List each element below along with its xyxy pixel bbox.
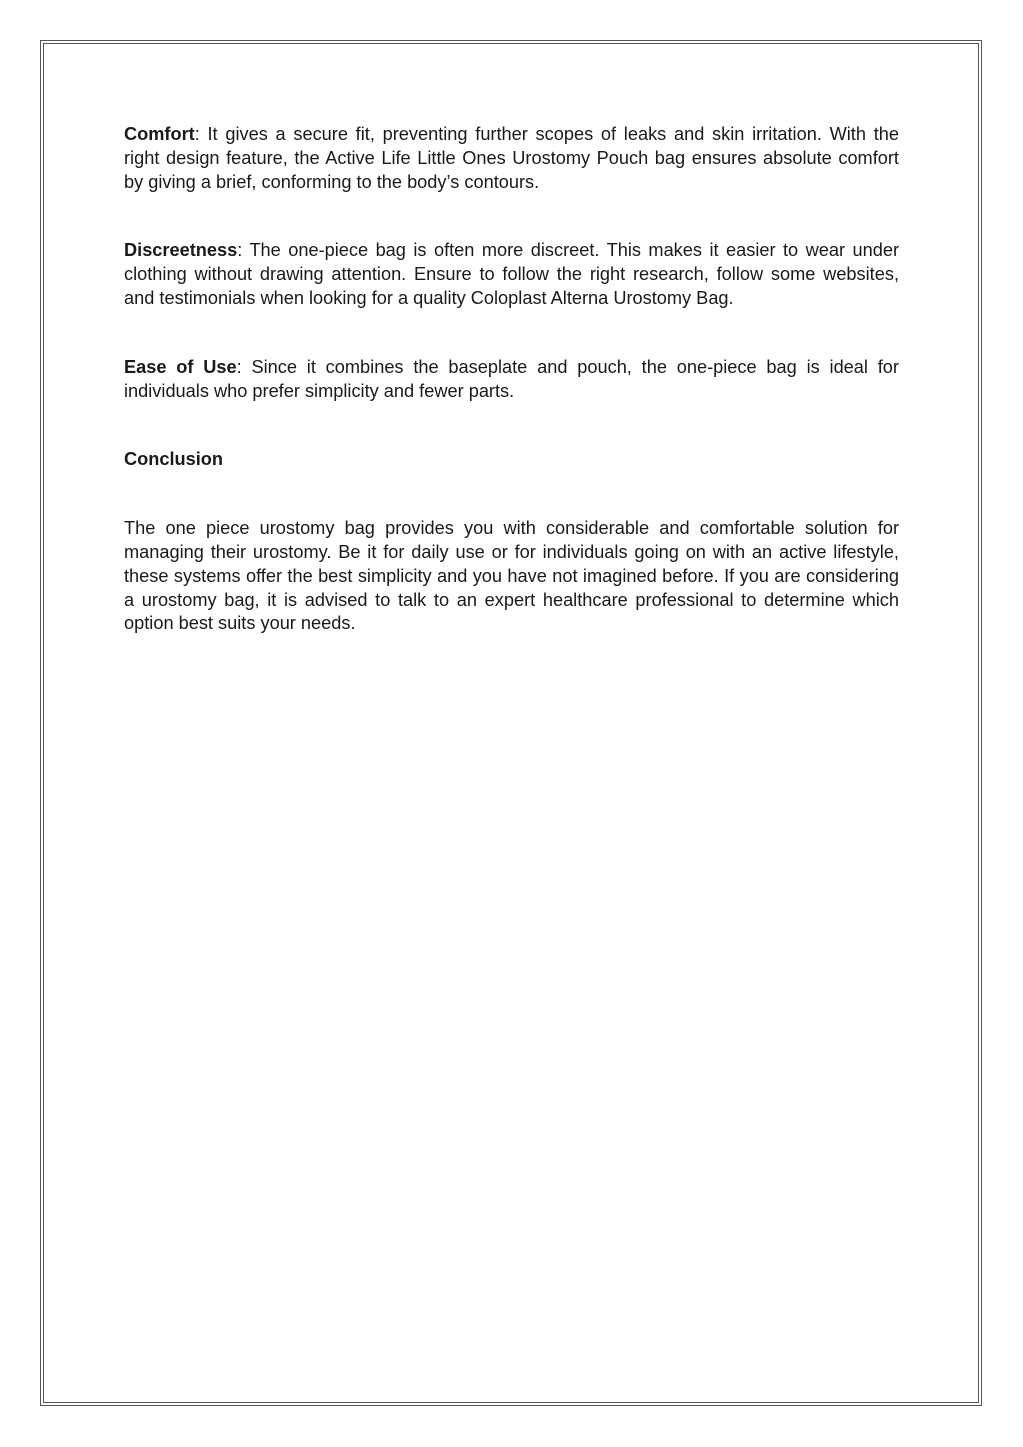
separator: : <box>194 124 208 144</box>
paragraph-text: It gives a secure fit, preventing further scopes of leaks and skin irritation. With the right design feature, the Active Life Little Ones Urostomy Pouch bag ensures absolute comfort by giving a brief, conforming to the body’s contours. <box>124 124 899 192</box>
paragraph-discreetness <box>124 239 899 310</box>
paragraph-text: The one-piece bag is often more discreet. This makes it easier to wear under clothing without drawing attention. Ensure to follow the right research, follow some websites, and testimonials when looking for a quality Coloplast Alterna Urostomy Bag. <box>124 240 899 308</box>
term-discreetness: Discreetness <box>124 240 238 261</box>
paragraph-comfort <box>124 123 899 194</box>
paragraph-ease-of-use <box>124 356 899 404</box>
paragraph-conclusion: The one piece urostomy bag provides you with considerable and comfortable solution for managing their urostomy. Be it for daily use or for individuals going on with an active lifestyle, these systems offer the best simplicity and you have not imagined before. If you are considering a urostomy bag, it is advised to talk to an expert healthcare professional to determine which option best suits your needs. <box>124 518 899 634</box>
separator: : <box>236 356 252 377</box>
conclusion-heading: Conclusion <box>124 449 224 470</box>
term-comfort: Comfort <box>124 124 195 144</box>
document-body <box>124 123 899 636</box>
term-ease-of-use: Ease of Use <box>124 356 237 377</box>
paragraph-text: Since it combines the baseplate and pouch, the one-piece bag is ideal for individuals who prefer simplicity and fewer parts. <box>124 356 899 401</box>
separator: : <box>237 240 250 261</box>
